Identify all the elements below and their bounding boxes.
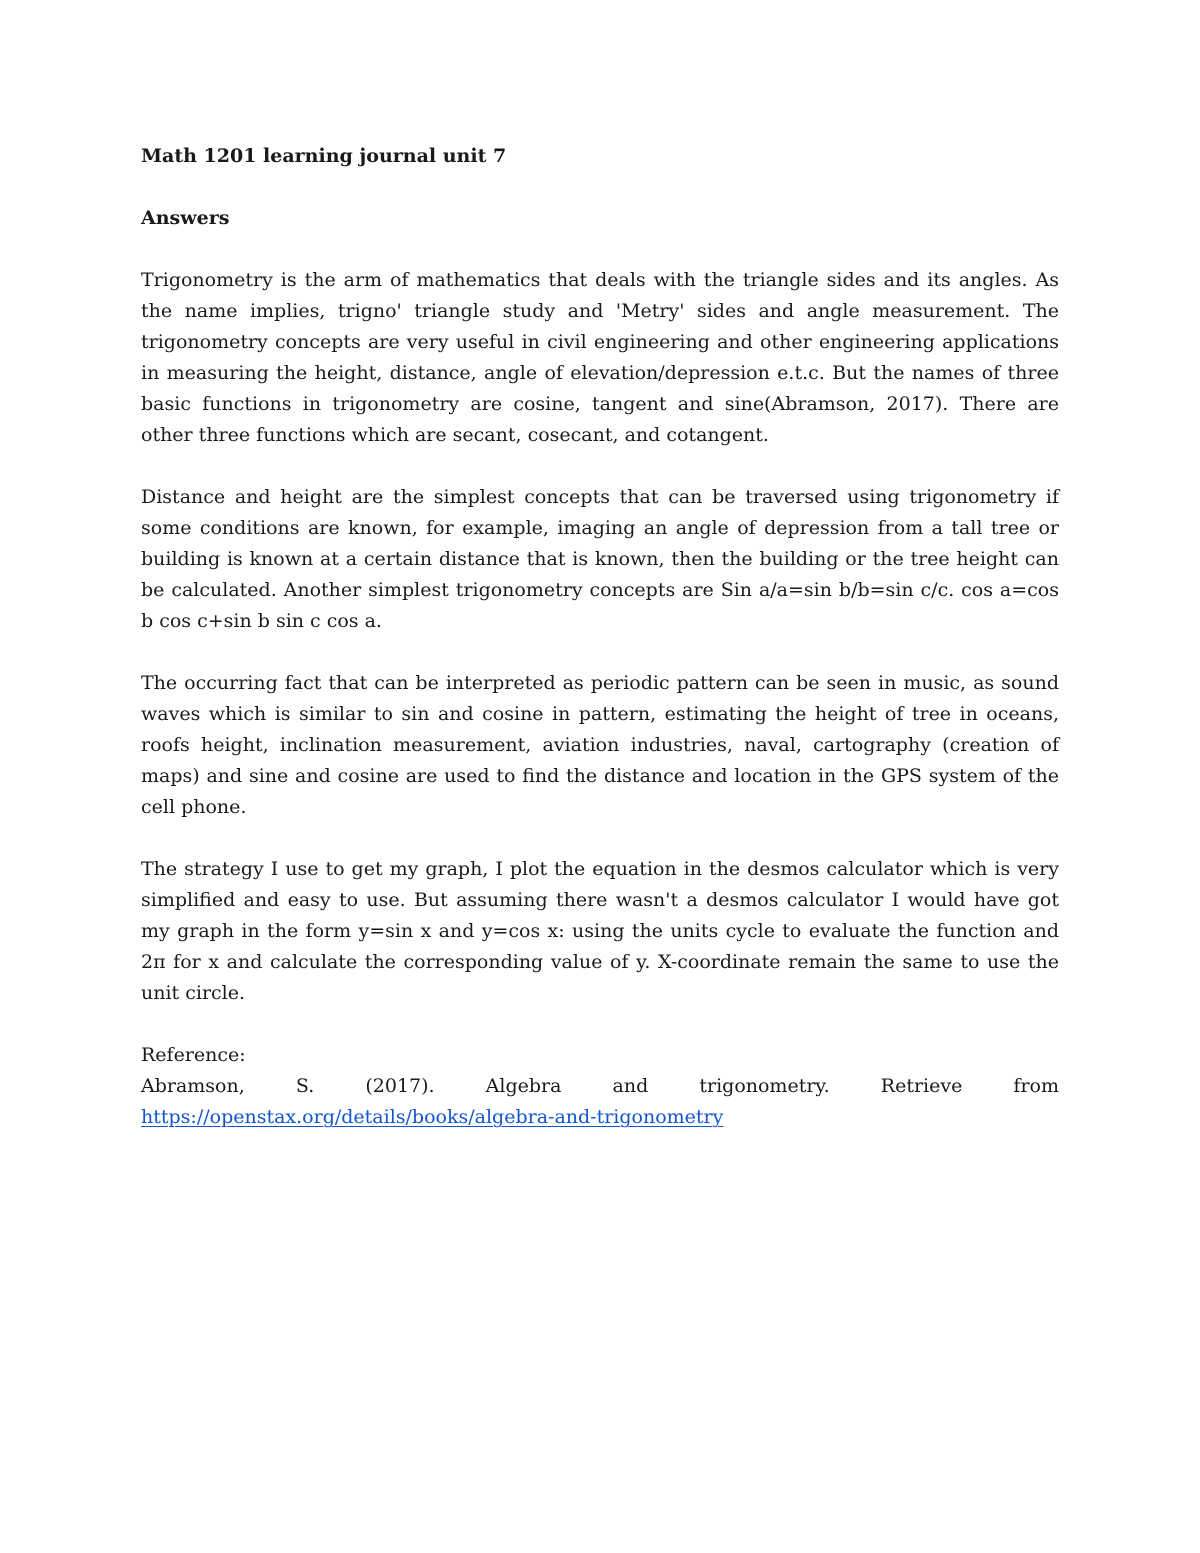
- reference-entry: Abramson, S. (2017). Algebra and trigonometry. Retrieve from: [141, 1075, 1059, 1097]
- reference-label: Reference:: [141, 1044, 246, 1066]
- paragraph-distance-height: Distance and height are the simplest concepts that can be traversed using trigonometry if some conditions are known, for example, imaging an angle of depression from a tall tree or building is known at a certain distance that is known, then the building or the tree height can be calculated. Another simplest trigonometry concepts are Sin a/a=sin b/b=sin c/c. cos a=cos b cos c+sin b sin c cos a.: [141, 486, 1059, 632]
- paragraph-periodic-patterns: The occurring fact that can be interpreted as periodic pattern can be seen in music, as sound waves which is similar to sin and cosine in pattern, estimating the height of tree in oceans, roofs height, inclination measurement, aviation industries, naval, cartography (creation of maps) and sine and cosine are used to find the distance and location in the GPS system of the cell phone.: [141, 672, 1059, 818]
- section-heading-answers: Answers: [141, 207, 230, 229]
- document-title: Math 1201 learning journal unit 7: [141, 145, 507, 167]
- reference-link[interactable]: https://openstax.org/details/books/algebra-and-trigonometry: [141, 1106, 724, 1128]
- document-body: [141, 141, 1059, 1133]
- paragraph-trigonometry-definition: Trigonometry is the arm of mathematics that deals with the triangle sides and its angles. As the name implies, trigno' triangle study and 'Metry' sides and angle measurement. The trigonometry concepts are very useful in civil engineering and other engineering applications in measuring the height, distance, angle of elevation/depression e.t.c. But the names of three basic functions in trigonometry are cosine, tangent and sine(Abramson, 2017). There are other three functions which are secant, cosecant, and cotangent.: [141, 269, 1059, 446]
- paragraph-graph-strategy: The strategy I use to get my graph, I plot the equation in the desmos calculator which is very simplified and easy to use. But assuming there wasn't a desmos calculator I would have got my graph in the form y=sin x and y=cos x: using the units cycle to evaluate the function and 2π for x and calculate the corresponding value of y. X-coordinate remain the same to use the unit circle.: [141, 858, 1059, 1004]
